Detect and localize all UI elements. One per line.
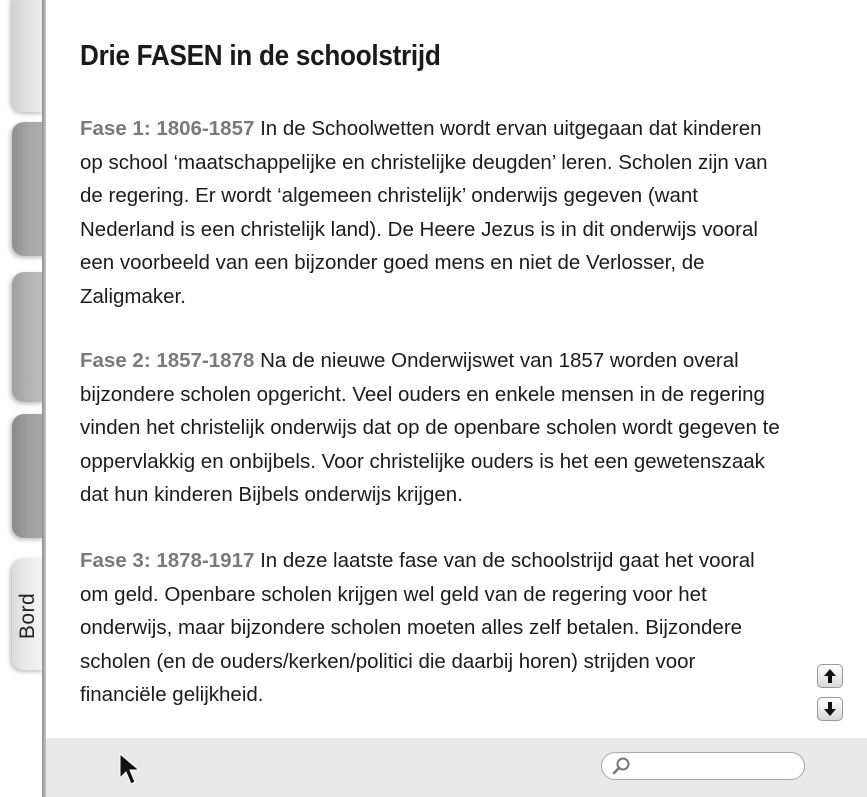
tab-bord-label: Bord: [16, 592, 40, 640]
phase-2-text: Na de nieuwe Onderwijswet van 1857 worden overal bijzondere scholen opgericht. Veel ouders en enkele mensen in de regering vinden het christelijk onderwijs dat op de openbare scholen wordt gegeven te oppervlakkig en onbijbels. Voor christelijke ouders is het een gewetenszaak dat hun kinderen Bijbels onderwijs krijgen.: [80, 349, 780, 506]
phase-3-paragraph: [80, 544, 780, 712]
scroll-down-button[interactable]: [817, 697, 843, 721]
phase-1-label: Fase 1: 1806-1857: [80, 117, 255, 140]
page-title: Drie FASEN in de schoolstrijd: [80, 40, 441, 72]
tab-strip: [0, 0, 44, 797]
tab-2[interactable]: [12, 272, 44, 402]
content-panel: [46, 0, 867, 738]
arrow-down-icon: [823, 701, 837, 717]
arrow-up-icon: [823, 668, 837, 684]
bottom-toolbar: [46, 738, 867, 797]
phase-3-label: Fase 3: 1878-1917: [80, 549, 255, 572]
tab-top[interactable]: [12, 0, 44, 112]
phase-1-text: In de Schoolwetten wordt ervan uitgegaan dat kinderen op school ‘maatschappelijke en christelijke deugden’ leren. Scholen zijn van de regering. Er wordt ‘algemeen christelijk’ onderwijs gegeven (want Nederland is een christelijk land). De Heere Jezus is in dit onderwijs vooral een voorbeeld van een bijzonder goed mens en niet de Verlosser, de Zaligmaker.: [80, 117, 768, 308]
scroll-up-button[interactable]: [817, 664, 843, 688]
tab-1[interactable]: [12, 122, 44, 256]
search-input[interactable]: [638, 757, 792, 775]
search-box[interactable]: [601, 752, 805, 780]
phase-2-label: Fase 2: 1857-1878: [80, 349, 255, 372]
phase-2-paragraph: [80, 344, 780, 512]
tab-3[interactable]: [12, 414, 44, 538]
magnifier-icon: [612, 757, 632, 775]
mouse-pointer-icon: [118, 752, 148, 788]
tab-bord-label-wrap: [14, 588, 42, 644]
phase-3-text: In deze laatste fase van de schoolstrijd gaat het vooral om geld. Openbare scholen krijgen wel geld van de regering voor het onderwijs, maar bijzondere scholen moeten alles zelf betalen. Bijzondere scholen (en de ouders/kerken/politici die daarbij horen) strijden voor financiële gelijkheid.: [80, 549, 755, 706]
phase-1-paragraph: [80, 112, 780, 313]
